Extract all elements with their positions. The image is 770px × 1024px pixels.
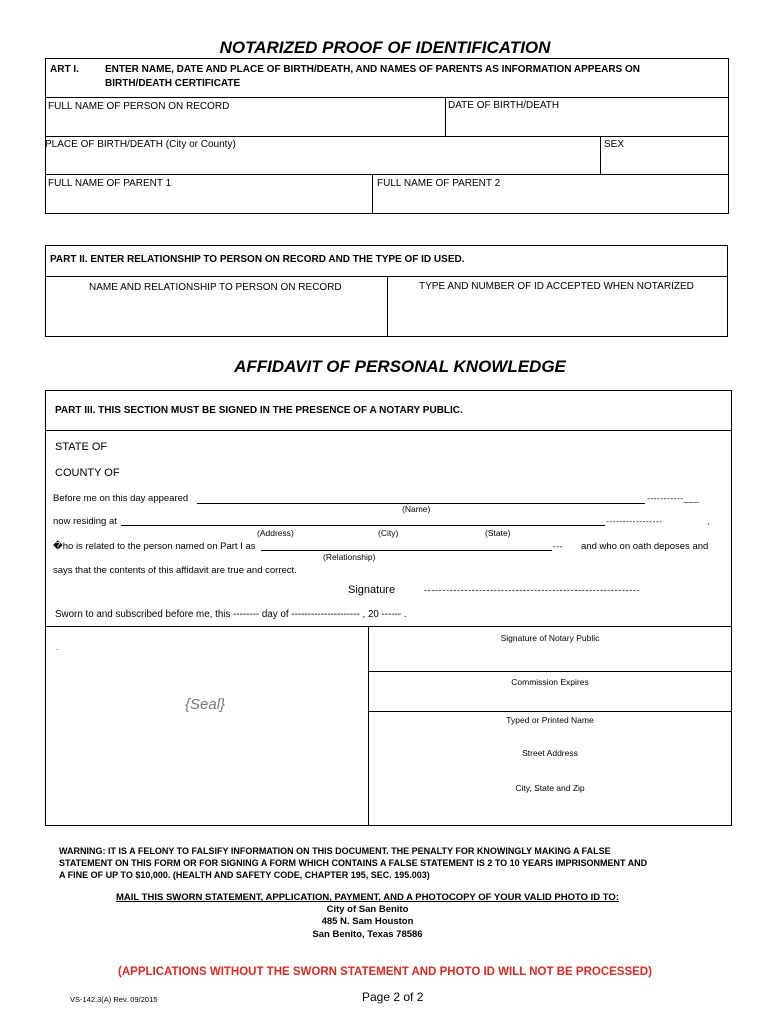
residing-end: ----------------- <box>606 516 663 526</box>
date-of-birth-death-field[interactable]: DATE OF BIRTH/DEATH <box>448 100 560 111</box>
state-of-label: STATE OF <box>55 441 108 453</box>
address-caption: (Address) <box>257 528 294 538</box>
relationship-field[interactable]: NAME AND RELATIONSHIP TO PERSON ON RECORD <box>89 282 342 293</box>
affidavit-title: AFFIDAVIT OF PERSONAL KNOWLEDGE <box>234 357 566 376</box>
address-input-line[interactable] <box>121 525 605 526</box>
notary-signature-field[interactable]: Signature of Notary Public <box>500 633 600 643</box>
mail-line2: 485 N. Sam Houston <box>321 916 414 927</box>
relationship-input-line[interactable] <box>261 550 552 551</box>
mail-line1: City of San Benito <box>326 904 409 915</box>
warning-line2: STATEMENT ON THIS FORM OR FOR SIGNING A FORM WHICH CONTAINS A FALSE STATEMENT IS 2 TO 10 YEARS IMPRISONMENT AND <box>59 858 648 868</box>
place-of-birth-death-field[interactable]: PLACE OF BIRTH/DEATH (City or County) <box>45 139 236 150</box>
part1-heading-line2: BIRTH/DEATH CERTIFICATE <box>105 78 241 89</box>
seal-placeholder: {Seal} <box>185 696 226 713</box>
id-type-field[interactable]: TYPE AND NUMBER OF ID ACCEPTED WHEN NOTARIZED <box>419 281 694 292</box>
commission-expires-field[interactable]: Commission Expires <box>511 677 589 687</box>
form-title: NOTARIZED PROOF OF IDENTIFICATION <box>219 38 551 57</box>
mail-heading: MAIL THIS SWORN STATEMENT, APPLICATION, PAYMENT, AND A PHOTOCOPY OF YOUR VALID PHOTO ID TO: <box>115 892 619 903</box>
mail-line3: San Benito, Texas 78586 <box>312 929 423 940</box>
parent2-field[interactable]: FULL NAME OF PARENT 2 <box>377 178 501 189</box>
says-text: says that the contents of this affidavit are true and correct. <box>53 565 297 576</box>
city-caption: (City) <box>378 528 399 538</box>
residing-comma: , <box>707 516 710 526</box>
name-caption: (Name) <box>402 504 431 514</box>
part1-heading-line1: ENTER NAME, DATE AND PLACE OF BIRTH/DEATH, AND NAMES OF PARENTS AS INFORMATION APPEARS ON <box>105 64 641 75</box>
warning-line1: WARNING: IT IS A FELONY TO FALSIFY INFORMATION ON THIS DOCUMENT. THE PENALTY FOR KNOWINGLY MAKING A FALSE <box>59 846 611 856</box>
relationship-caption: (Relationship) <box>323 552 376 562</box>
before-me-end: -----------___ <box>647 493 700 503</box>
city-state-zip-field[interactable]: City, State and Zip <box>515 783 585 793</box>
who-related-label: �ho is related to the person named on Part I as <box>53 541 256 552</box>
related-end: --- <box>553 541 563 551</box>
part3-box <box>45 390 732 826</box>
now-residing-label: now residing at <box>53 516 117 527</box>
form-number: VS-142.3(A) Rev. 09/2015 <box>70 995 158 1004</box>
oath-text: and who on oath deposes and <box>581 541 709 552</box>
part1-label: ART I. <box>50 64 79 75</box>
typed-name-field[interactable]: Typed or Printed Name <box>506 715 594 725</box>
signature-label: Signature <box>348 584 396 596</box>
county-of-label: COUNTY OF <box>55 467 120 479</box>
sworn-text: Sworn to and subscribed before me, this -------- day of --------------------- , 20 ------ . <box>55 609 407 620</box>
street-address-field[interactable]: Street Address <box>522 748 578 758</box>
warning-line3: A FINE OF UP TO $10,000. (HEALTH AND SAFETY CODE, CHAPTER 195, SEC. 195.003) <box>59 870 430 880</box>
processing-notice: (APPLICATIONS WITHOUT THE SWORN STATEMENT AND PHOTO ID WILL NOT BE PROCESSED) <box>118 966 652 978</box>
parent1-field[interactable]: FULL NAME OF PARENT 1 <box>48 178 172 189</box>
full-name-field[interactable]: FULL NAME OF PERSON ON RECORD <box>48 101 230 112</box>
page-number: Page 2 of 2 <box>362 990 424 1004</box>
part2-heading: PART II. ENTER RELATIONSHIP TO PERSON ON RECORD AND THE TYPE OF ID USED. <box>50 254 465 265</box>
before-me-label: Before me on this day appeared <box>53 493 189 504</box>
stray-dot: . <box>56 642 59 652</box>
part3-heading: PART III. THIS SECTION MUST BE SIGNED IN THE PRESENCE OF A NOTARY PUBLIC. <box>55 405 463 416</box>
signature-line[interactable]: ----------------------------------------------------------- <box>424 585 641 596</box>
state-caption: (State) <box>485 528 511 538</box>
sex-field[interactable]: SEX <box>604 139 625 150</box>
